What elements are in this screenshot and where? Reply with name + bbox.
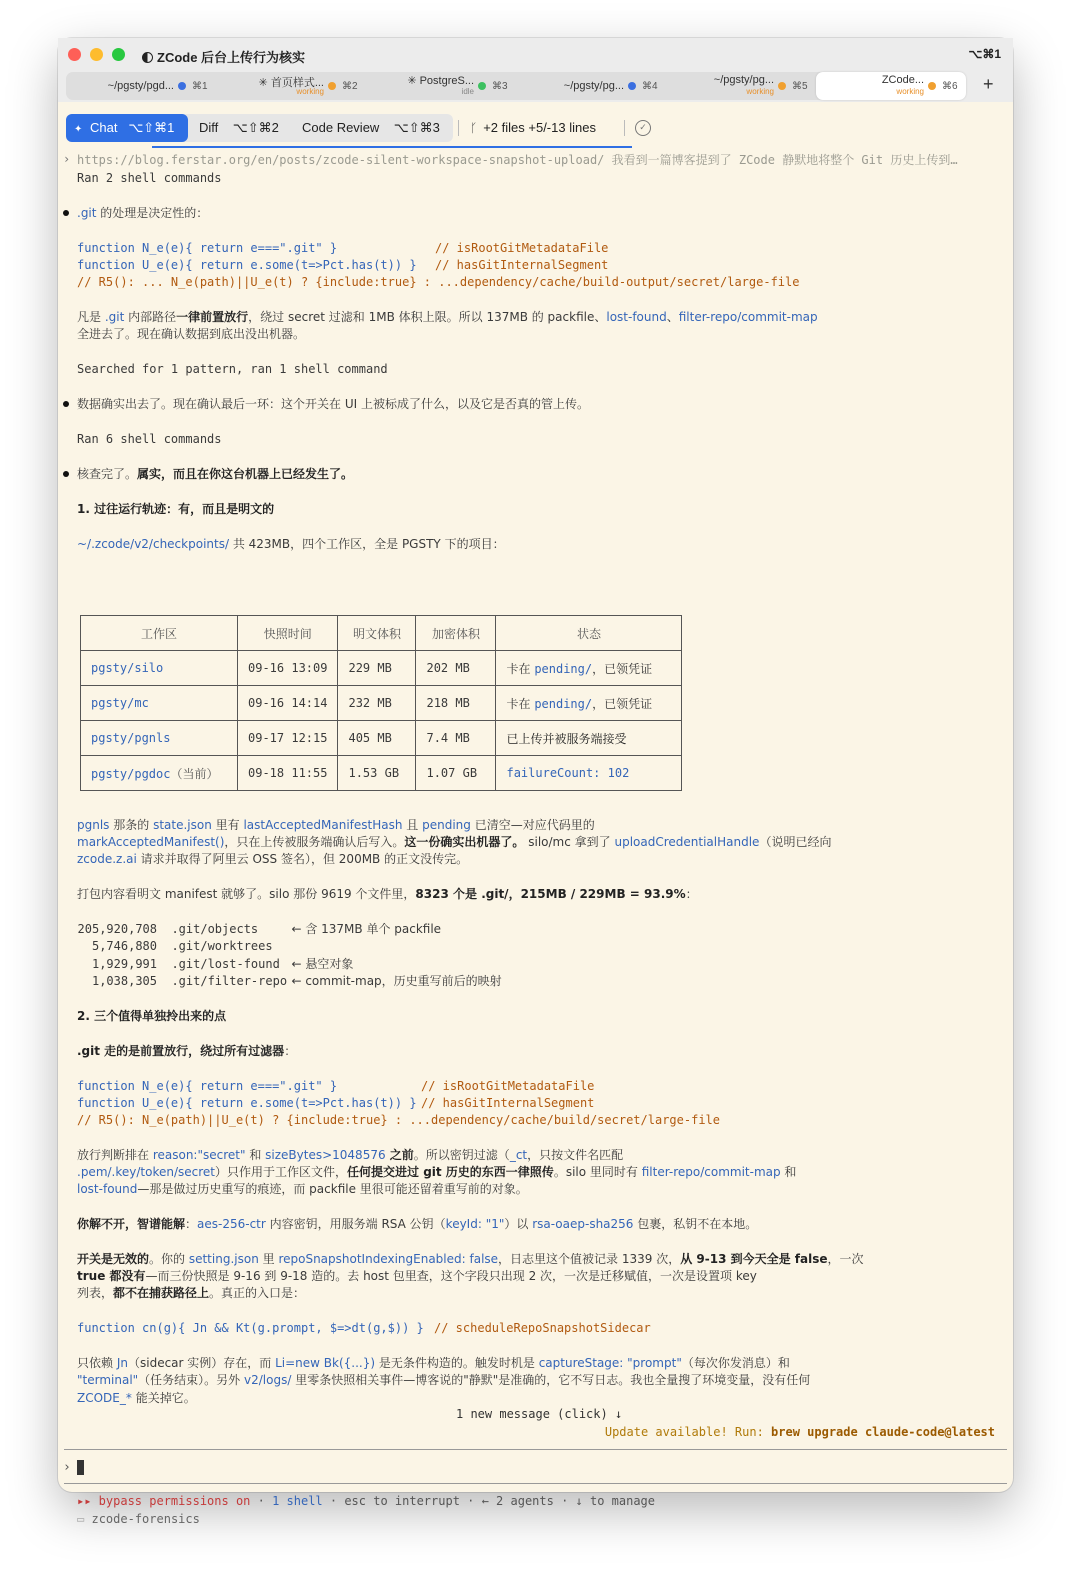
tab-status-dot bbox=[478, 82, 486, 90]
code-line: function U_e(e){ return e.some(t=>Pct.has(t)) } bbox=[77, 258, 417, 272]
snapshot-table bbox=[80, 615, 682, 791]
message-line: true 都没有—而三份快照是 9-16 到 9-18 造的。去 host 包里查，这个字段只出现 2 次，一次是迁移赋值，一次是设置项 key bbox=[77, 1269, 757, 1283]
cell-status: 卡在 pending/，已领凭证 bbox=[496, 651, 682, 686]
message-line: 凡是 .git 内部路径一律前置放行，绕过 secret 过滤和 1MB 体积上限。所以 137MB 的 packfile、lost-found、filter-repo/commit-map bbox=[77, 310, 818, 324]
listing-line: 1,929,991 .git/lost-found ← 悬空对象 bbox=[91, 957, 354, 971]
listing-line: 1,038,305 .git/filter-repo ← commit-map，历史重写前后的映射 bbox=[91, 974, 502, 988]
column-header: 工作区 bbox=[81, 616, 238, 651]
title-bar bbox=[58, 38, 1013, 72]
tab-shortcut: ⌘5 bbox=[792, 81, 808, 92]
code-comment: // hasGitInternalSegment bbox=[421, 1096, 595, 1110]
user-message: https://blog.ferstar.org/en/posts/zcode-silent-workspace-snapshot-upload/ 我看到一篇博客提到了 ZCode 静默地将整个 Git 历史上传到… bbox=[77, 153, 958, 167]
tab-status-dot bbox=[928, 82, 936, 90]
changed-files-button[interactable]: ᚴ +2 files +5/-13 lines bbox=[470, 114, 596, 142]
code-review-tab-button[interactable]: Code Review ⌥⇧⌘3 bbox=[302, 120, 440, 135]
tab-3[interactable] bbox=[366, 72, 516, 100]
message-line: 全进去了。现在确认数据到底出没出机器。 bbox=[77, 327, 306, 341]
shell-count[interactable]: 1 shell bbox=[272, 1494, 323, 1508]
section-heading: 2. 三个值得单独拎出来的点 bbox=[77, 1009, 227, 1023]
cell-plain-size: 232 MB bbox=[338, 686, 416, 721]
code-line: // R5(): ... N_e(path)||U_e(t) ? {include:true} : ...dependency/cache/build-output/secret/large-file bbox=[77, 275, 800, 289]
toolbar-divider bbox=[624, 120, 625, 136]
code-line: function N_e(e){ return e===".git" } bbox=[77, 1079, 338, 1093]
bullet-icon bbox=[63, 471, 69, 477]
message-line: 开关是无效的。你的 setting.json 里 repoSnapshotIndexingEnabled: false，日志里这个值被记录 1339 次，从 9-13 到今天全是 false，一次 bbox=[77, 1252, 864, 1266]
sparkle-icon: ✦ bbox=[74, 124, 83, 135]
cell-workspace: pgsty/pgnls bbox=[81, 721, 238, 756]
tab-5[interactable] bbox=[666, 72, 816, 100]
view-toolbar bbox=[58, 114, 1013, 144]
message-line: 列表，都不在捕获路径上。真正的入口是： bbox=[77, 1286, 306, 1300]
tab-shortcut: ⌘4 bbox=[642, 81, 658, 92]
update-notice: Update available! Run: brew upgrade claude-code@latest bbox=[604, 1425, 995, 1439]
bullet-icon bbox=[63, 401, 69, 407]
chat-tab-button[interactable]: ✦ Chat ⌥⇧⌘1 bbox=[66, 114, 188, 142]
tab-shortcut: ⌘6 bbox=[942, 81, 958, 92]
tab-status-dot bbox=[178, 82, 186, 90]
message-line: pgnls 那条的 state.json 里有 lastAcceptedManifestHash 且 pending 已清空—对应代码里的 bbox=[77, 818, 595, 832]
table-row bbox=[81, 686, 682, 721]
code-line: function N_e(e){ return e===".git" } bbox=[77, 241, 338, 255]
half-circle-icon bbox=[142, 52, 153, 63]
listing-line: 205,920,708 .git/objects ← 含 137MB 单个 packfile bbox=[77, 922, 442, 936]
code-comment: // isRootGitMetadataFile bbox=[435, 241, 609, 255]
tab-2[interactable] bbox=[216, 72, 366, 100]
window-title: ZCode 后台上传行为核实 bbox=[142, 47, 305, 66]
column-header: 加密体积 bbox=[416, 616, 496, 651]
tab-status-text: idle bbox=[461, 87, 474, 96]
table-header-row bbox=[81, 616, 682, 651]
code-comment: // isRootGitMetadataFile bbox=[421, 1079, 595, 1093]
code-line: function cn(g){ Jn && Kt(g.prompt, $=>dt(g,$)) } bbox=[77, 1321, 424, 1335]
tab-label: ✳ PostgreS... bbox=[407, 75, 474, 87]
message-line: .git 的处理是决定性的： bbox=[77, 206, 209, 220]
tab-label: ~/pgsty/pgd... bbox=[107, 80, 174, 92]
status-line: ▸▸ bypass permissions on · 1 shell · esc to interrupt · ← 2 agents · ↓ to manage bbox=[77, 1494, 655, 1508]
new-message-indicator[interactable]: 1 new message (click) ↓ bbox=[456, 1407, 623, 1421]
cell-workspace: pgsty/mc bbox=[81, 686, 238, 721]
message-line: 核查完了。属实，而且在你这台机器上已经发生了。 bbox=[77, 467, 354, 481]
tab-6[interactable] bbox=[816, 72, 966, 100]
tab-status-dot bbox=[628, 82, 636, 90]
message-line: 打包内容看明文 manifest 就够了。silo 那份 9619 个文件里，8323 个是 .git/，215MB / 229MB = 93.9%： bbox=[77, 887, 698, 901]
prompt-symbol: › bbox=[63, 1460, 71, 1475]
message-line: .pem/.key/token/secret）只作用于工作区文件，任何提交进过 git 历史的东西一律照传。silo 里同时有 filter-repo/commit-map 和 bbox=[77, 1165, 797, 1179]
tool-summary[interactable]: Searched for 1 pattern, ran 1 shell command bbox=[77, 362, 388, 376]
cell-time: 09-16 14:14 bbox=[238, 686, 338, 721]
app-window bbox=[58, 38, 1013, 1526]
tab-status-dot bbox=[778, 82, 786, 90]
message-line: 你解不开，智谱能解：aes-256-ctr 内容密钥，用服务端 RSA 公钥（keyId: "1"）以 rsa-oaep-sha256 包裹，私钥不在本地。 bbox=[77, 1217, 758, 1231]
new-tab-button[interactable]: + bbox=[983, 74, 994, 94]
diff-tab-button[interactable]: Diff ⌥⇧⌘2 bbox=[199, 120, 279, 135]
cell-encrypted-size: 202 MB bbox=[416, 651, 496, 686]
column-header: 快照时间 bbox=[238, 616, 338, 651]
code-comment: // scheduleRepoSnapshotSidecar bbox=[434, 1321, 651, 1335]
folder-icon: ▭ bbox=[77, 1512, 85, 1526]
input-divider-top bbox=[64, 1449, 1007, 1450]
chevron-right-icon: › bbox=[63, 152, 71, 166]
cell-plain-size: 1.53 GB bbox=[338, 756, 416, 791]
zoom-window-button[interactable] bbox=[112, 48, 125, 61]
prompt-input[interactable] bbox=[77, 1460, 84, 1475]
message-line: .git 走的是前置放行，绕过所有过滤器： bbox=[77, 1044, 297, 1058]
cell-encrypted-size: 218 MB bbox=[416, 686, 496, 721]
cell-time: 09-18 11:55 bbox=[238, 756, 338, 791]
toolbar-divider bbox=[458, 120, 459, 136]
tab-1[interactable] bbox=[66, 72, 216, 100]
tab-shortcut: ⌘1 bbox=[192, 81, 208, 92]
message-line: lost-found—那是做过历史重写的痕迹，而 packfile 里很可能还留着重写前的对象。 bbox=[77, 1182, 528, 1196]
message-line: ZCODE_* 能关掉它。 bbox=[77, 1391, 196, 1405]
tool-summary[interactable]: Ran 2 shell commands bbox=[77, 171, 222, 185]
tab-shortcut: ⌘2 bbox=[342, 81, 358, 92]
column-header: 状态 bbox=[496, 616, 682, 651]
listing-line: 5,746,880 .git/worktrees bbox=[91, 939, 273, 953]
table-row bbox=[81, 756, 682, 791]
chat-transcript bbox=[58, 150, 1013, 1526]
code-line: // R5(): N_e(path)||U_e(t) ? {include:true} : ...dependency/cache/build/secret/large-file bbox=[77, 1113, 720, 1127]
message-line: "terminal"（任务结束）。另外 v2/logs/ 里零条快照相关事件—博客说的"静默"是准确的，它不写日志。我也全量搜了环境变量，没有任何 bbox=[77, 1373, 811, 1387]
tab-4[interactable] bbox=[516, 72, 666, 100]
permissions-mode[interactable]: ▸▸ bypass permissions on bbox=[77, 1494, 251, 1508]
cell-workspace: pgsty/pgdoc（当前） bbox=[81, 756, 238, 791]
message-line: 只依赖 Jn（sidecar 实例）存在，而 Li=new Bk({...}) 是无条件构造的。触发时机是 captureStage: "prompt"（每次你发消息）和 bbox=[77, 1356, 790, 1370]
tab-status-dot bbox=[328, 82, 336, 90]
branch-icon: ᚴ bbox=[470, 121, 478, 135]
code-line: function U_e(e){ return e.some(t=>Pct.has(t)) } bbox=[77, 1096, 417, 1110]
message-line: 放行判断排在 reason:"secret" 和 sizeBytes>1048576 之前。所以密钥过滤（_ct，只按文件名匹配 bbox=[77, 1148, 624, 1162]
tab-status-text: working bbox=[896, 87, 924, 96]
tab-status-text: working bbox=[296, 87, 324, 96]
cell-status: 已上传并被服务端接受 bbox=[496, 721, 682, 756]
workspace-footer: ▭ zcode-forensics bbox=[77, 1512, 200, 1526]
window-shortcut: ⌥⌘1 bbox=[968, 47, 1001, 61]
column-header: 明文体积 bbox=[338, 616, 416, 651]
message-line: 数据确实出去了。现在确认最后一环：这个开关在 UI 上被标成了什么，以及它是否真的管上传。 bbox=[77, 397, 589, 411]
tab-label: ✳ 首页样式... bbox=[258, 77, 324, 89]
message-line: zcode.z.ai 请求并取得了阿里云 OSS 签名），但 200MB 的正文没传完。 bbox=[77, 852, 469, 866]
tab-label: ~/pgsty/pg... bbox=[713, 74, 774, 86]
tab-strip bbox=[58, 72, 1013, 102]
tab-status-text: working bbox=[746, 87, 774, 96]
cell-plain-size: 229 MB bbox=[338, 651, 416, 686]
input-divider-bottom bbox=[64, 1483, 1007, 1484]
cell-plain-size: 405 MB bbox=[338, 721, 416, 756]
cell-workspace: pgsty/silo bbox=[81, 651, 238, 686]
cell-status: failureCount: 102 bbox=[496, 756, 682, 791]
tab-label: ~/pgsty/pg... bbox=[563, 80, 624, 92]
minimize-window-button[interactable] bbox=[90, 48, 103, 61]
message-line: ~/.zcode/v2/checkpoints/ 共 423MB，四个工作区，全是 PGSTY 下的项目： bbox=[77, 537, 505, 551]
table-row bbox=[81, 721, 682, 756]
verified-check-icon[interactable]: ✓ bbox=[635, 120, 651, 136]
cell-encrypted-size: 7.4 MB bbox=[416, 721, 496, 756]
tab-shortcut: ⌘3 bbox=[492, 81, 508, 92]
code-comment: // hasGitInternalSegment bbox=[435, 258, 609, 272]
tool-summary[interactable]: Ran 6 shell commands bbox=[77, 432, 222, 446]
cell-time: 09-17 12:15 bbox=[238, 721, 338, 756]
cell-encrypted-size: 1.07 GB bbox=[416, 756, 496, 791]
message-line: markAcceptedManifest()，只在上传被服务端确认后写入。这一份确实出机器了。 silo/mc 拿到了 uploadCredentialHandle（说明已经向 bbox=[77, 835, 832, 849]
cell-status: 卡在 pending/，已领凭证 bbox=[496, 686, 682, 721]
tab-label: ZCode... bbox=[881, 74, 924, 86]
close-window-button[interactable] bbox=[68, 48, 81, 61]
bullet-icon bbox=[63, 210, 69, 216]
section-heading: 1. 过往运行轨迹：有，而且是明文的 bbox=[77, 502, 275, 516]
cell-time: 09-16 13:09 bbox=[238, 651, 338, 686]
table-row bbox=[81, 651, 682, 686]
